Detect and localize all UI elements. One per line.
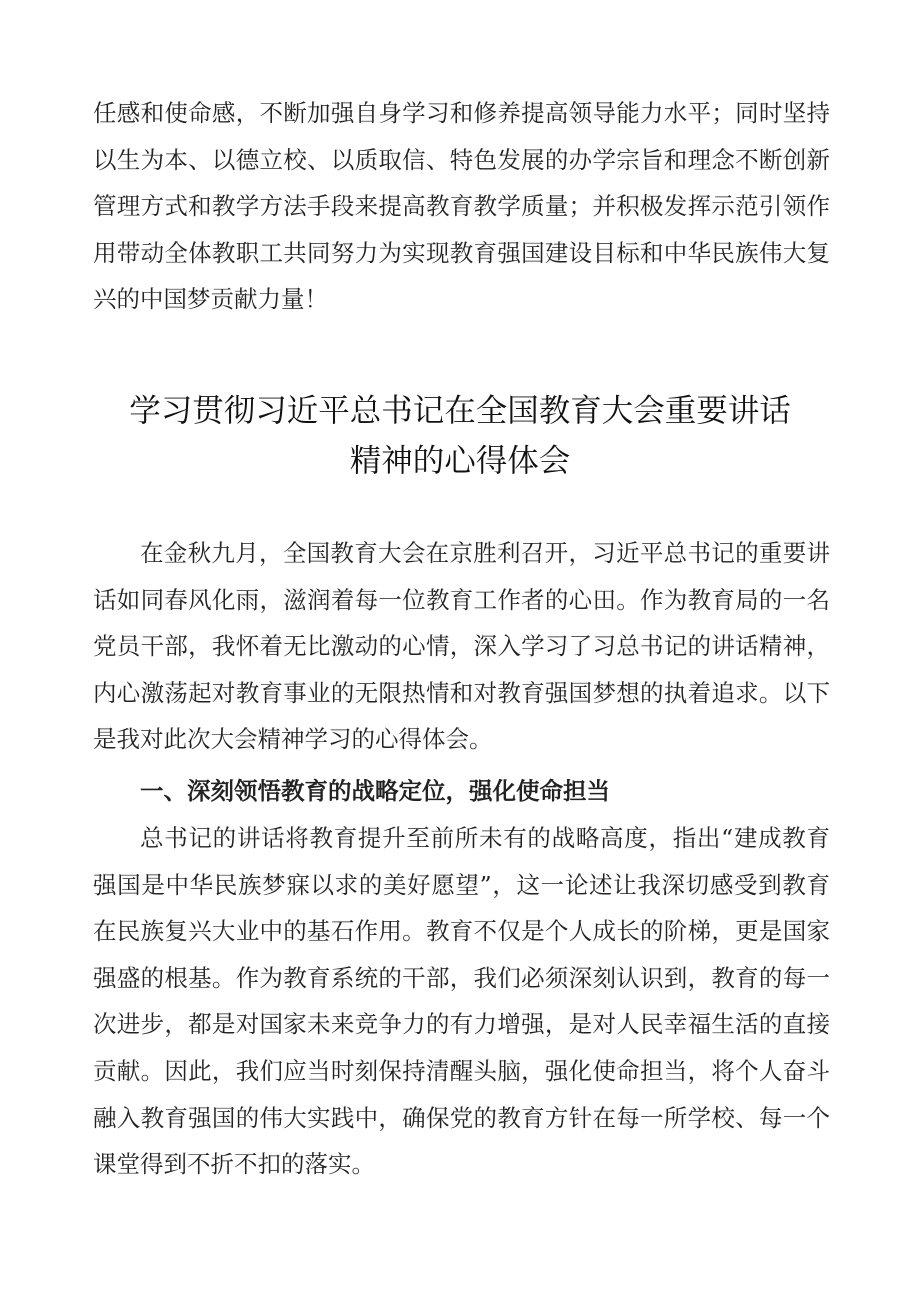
article-title [60,386,860,486]
article-title-line-2: 精神的心得体会 [349,443,571,479]
section-heading: 一、深刻领悟教育的战略定位，强化使命担当 [140,777,610,805]
intro-paragraph: 在金秋九月，全国教育大会在京胜利召开，习近平总书记的重要讲话如同春风化雨，滋润着每一位教育工作者的心田。作为教育局的一名党员干部，我怀着无比激动的心情，深入学习了习总书记的讲话精神，内心激荡起对教育事业的无限热情和对教育强国梦想的执着追求。以下是我对此次大会精神学习的心得体会。 [93,539,830,754]
section-paragraph: 总书记的讲话将教育提升至前所未有的战略高度，指出“建成教育强国是中华民族梦寐以求的美好愿望”，这一论述让我深切感受到教育在民族复兴大业中的基石作用。教育不仅是个人成长的阶梯，更是国家强盛的根基。作为教育系统的干部，我们必须深刻认识到，教育的每一次进步，都是对国家未来竞争力的有力增强，是对人民幸福生活的直接贡献。因此，我们应当时刻保持清醒头脑，强化使命担当，将个人奋斗融入教育强国的伟大实践中，确保党的教育方针在每一所学校、每一个课堂得到不折不扣的落实。 [93,824,830,1179]
continuation-paragraph: 任感和使命感，不断加强自身学习和修养提高领导能力水平；同时坚持以生为本、以德立校、以质取信、特色发展的办学宗旨和理念不断创新管理方式和教学方法手段来提高教育教学质量；并积极发挥示范引领作用带动全体教职工共同努力为实现教育强国建设目标和中华民族伟大复兴的中国梦贡献力量！ [93,99,830,314]
article-title-line-1: 学习贯彻习近平总书记在全国教育大会重要讲话 [129,393,791,429]
